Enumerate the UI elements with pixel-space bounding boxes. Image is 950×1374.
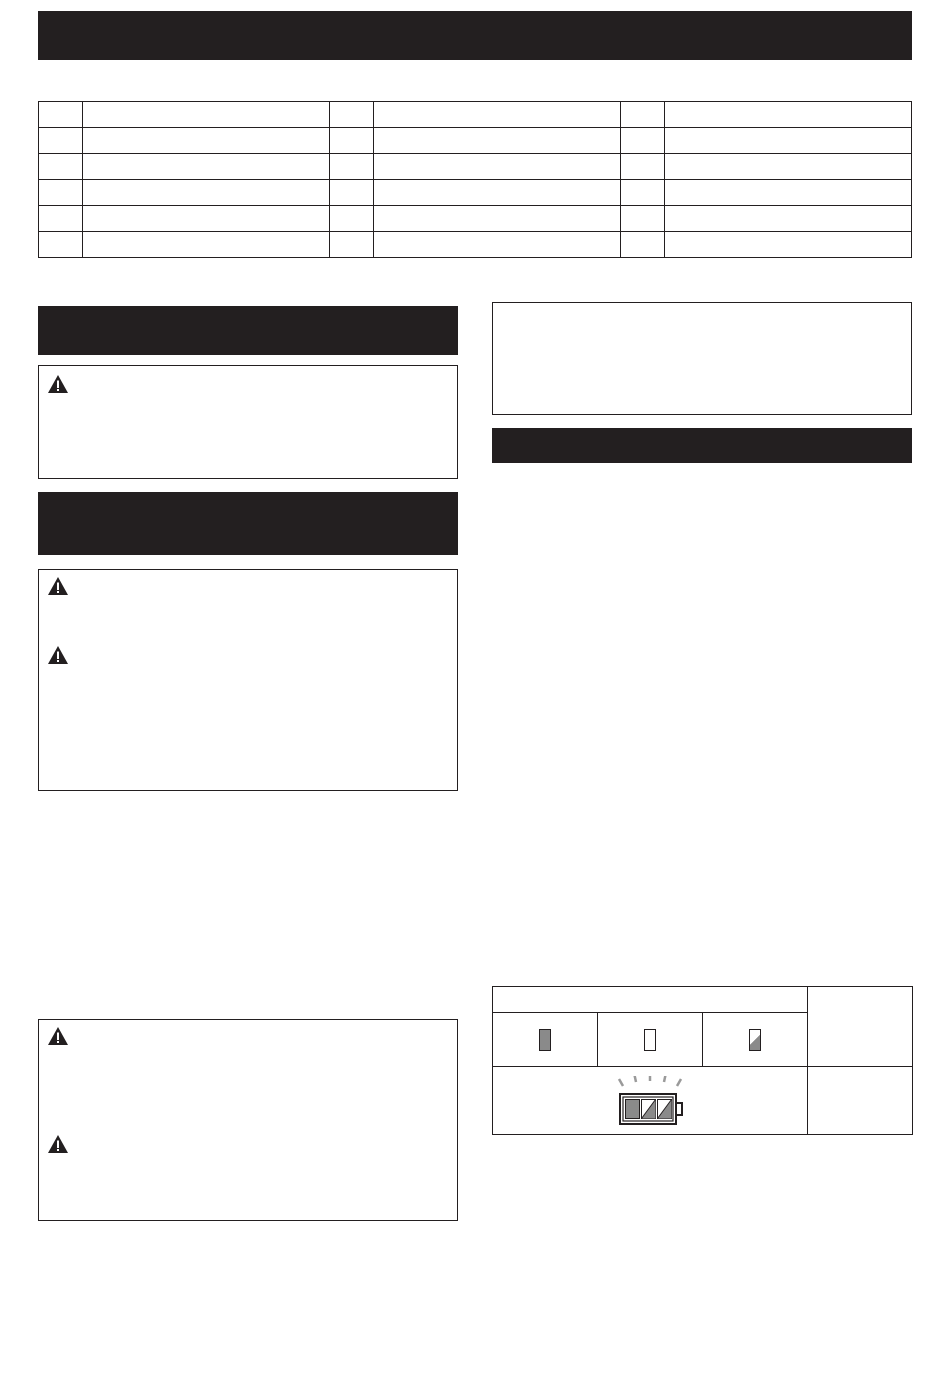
table-cell (374, 102, 621, 128)
warning-triangle-icon (47, 374, 69, 394)
table-cell (330, 180, 374, 206)
table-cell (374, 206, 621, 232)
table-cell (621, 154, 665, 180)
table-cell (83, 180, 330, 206)
lamp-lit-icon (539, 1029, 551, 1051)
indicator-side-cell (808, 1067, 913, 1135)
table-cell (83, 102, 330, 128)
table-cell (374, 232, 621, 258)
parts-table (38, 101, 912, 258)
warning-box (38, 365, 458, 479)
table-cell (665, 102, 912, 128)
battery-indicator-cell (493, 1067, 808, 1135)
table-cell (39, 180, 83, 206)
table-cell (39, 154, 83, 180)
table-cell (374, 128, 621, 154)
indicator-header-cell (493, 987, 808, 1013)
table-cell (665, 232, 912, 258)
lamp-off-icon (644, 1029, 656, 1051)
table-cell (374, 154, 621, 180)
section-heading-bar (492, 428, 912, 463)
warning-box (38, 569, 458, 791)
table-cell (621, 102, 665, 128)
table-cell (621, 128, 665, 154)
table-cell (665, 206, 912, 232)
table-cell (374, 180, 621, 206)
lamp-off-cell (598, 1013, 703, 1067)
table-cell (83, 128, 330, 154)
table-cell (621, 232, 665, 258)
lamp-blinking-icon (749, 1029, 761, 1051)
table-cell (665, 180, 912, 206)
table-row (39, 128, 912, 154)
table-cell (330, 206, 374, 232)
header-bar (38, 11, 912, 60)
table-cell (330, 128, 374, 154)
table-cell (330, 102, 374, 128)
table-cell (83, 154, 330, 180)
indicator-table (492, 986, 913, 1135)
table-cell (621, 180, 665, 206)
table-row (493, 1067, 913, 1135)
indicator-side-header-cell (808, 987, 913, 1067)
table-cell (665, 128, 912, 154)
table-cell (330, 154, 374, 180)
table-row (39, 180, 912, 206)
lamp-lit-cell (493, 1013, 598, 1067)
warning-triangle-icon (47, 1026, 69, 1046)
table-row (39, 206, 912, 232)
table-row (39, 232, 912, 258)
section-heading-bar (38, 492, 458, 555)
table-cell (330, 232, 374, 258)
warning-box (38, 1019, 458, 1221)
table-cell (83, 232, 330, 258)
table-row (493, 987, 913, 1013)
table-row (39, 102, 912, 128)
section-heading-bar (38, 306, 458, 355)
warning-triangle-icon (47, 645, 69, 665)
note-box (492, 302, 912, 415)
table-cell (83, 206, 330, 232)
table-cell (39, 102, 83, 128)
table-cell (39, 232, 83, 258)
table-cell (39, 206, 83, 232)
table-cell (621, 206, 665, 232)
warning-triangle-icon (47, 576, 69, 596)
table-cell (665, 154, 912, 180)
warning-triangle-icon (47, 1134, 69, 1154)
table-row (39, 154, 912, 180)
lamp-blinking-cell (703, 1013, 808, 1067)
battery-indicator-blinking-icon (609, 1076, 691, 1128)
table-cell (39, 128, 83, 154)
